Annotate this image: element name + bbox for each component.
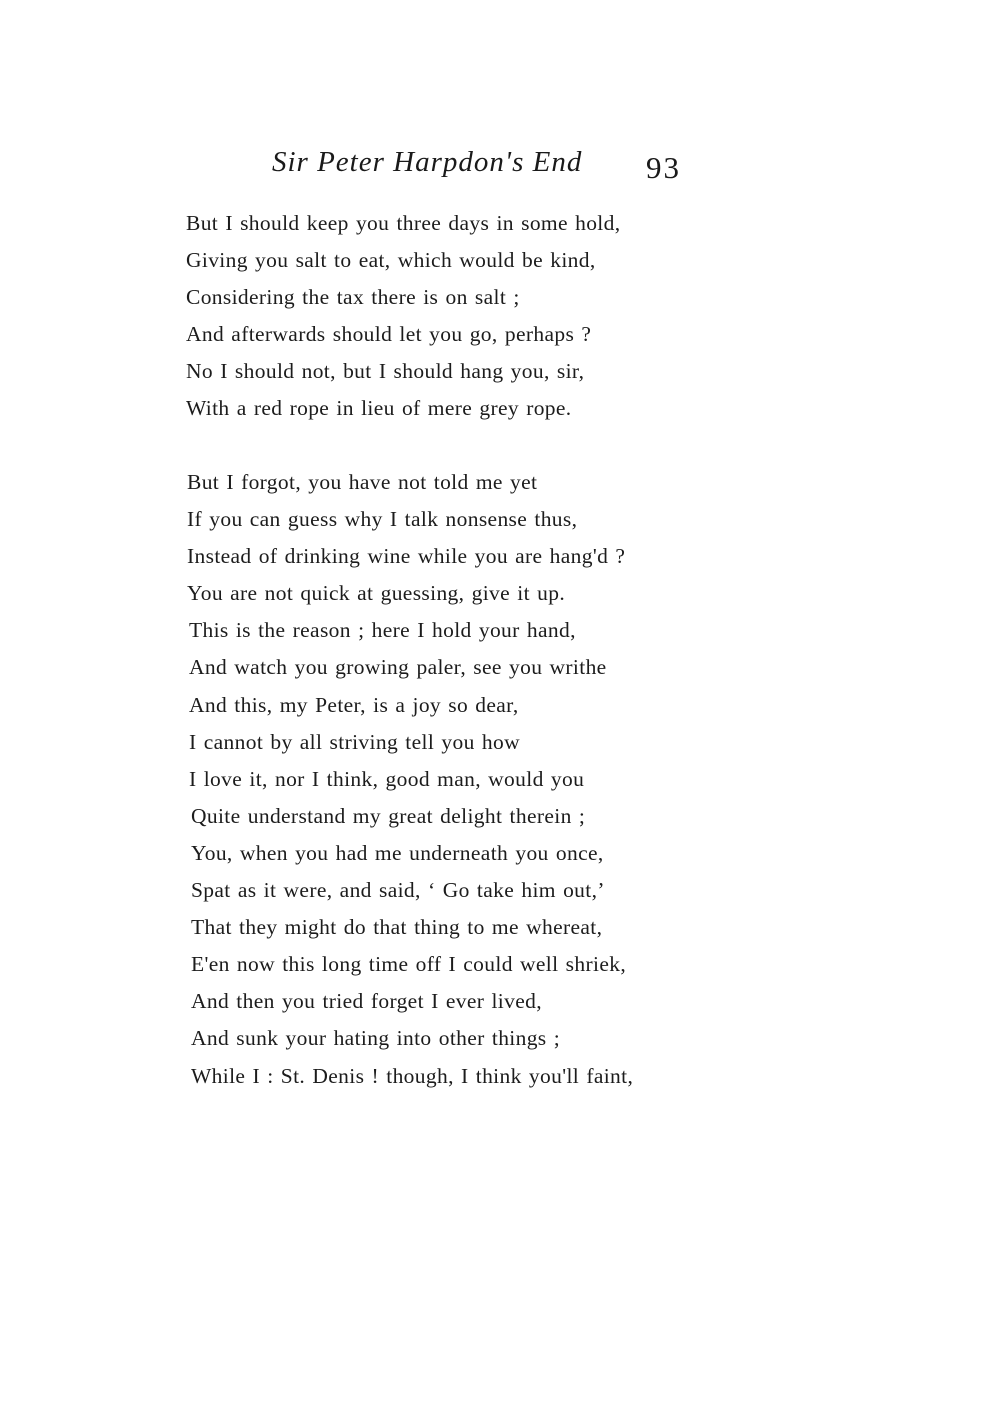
verse-line: You, when you had me underneath you once, — [191, 840, 604, 865]
verse-line: Instead of drinking wine while you are hang'd ? — [187, 544, 626, 569]
verse-line: No I should not, but I should hang you, sir, — [186, 359, 585, 384]
running-title: Sir Peter Harpdon's End — [272, 146, 583, 178]
verse-line: This is the reason ; here I hold your hand, — [189, 618, 576, 643]
verse-line: You are not quick at guessing, give it up. — [187, 581, 566, 606]
verse-line: I cannot by all striving tell you how — [189, 729, 520, 754]
verse-line: That they might do that thing to me whereat, — [191, 915, 603, 940]
verse-line: While I : St. Denis ! though, I think you'll faint, — [191, 1063, 634, 1088]
verse-line: E'en now this long time off I could well shriek, — [191, 952, 627, 977]
verse-line: Considering the tax there is on salt ; — [186, 285, 520, 310]
verse-line: If you can guess why I talk nonsense thus, — [187, 507, 578, 532]
verse-line: And watch you growing paler, see you writhe — [189, 655, 607, 680]
verse-line: And this, my Peter, is a joy so dear, — [189, 692, 519, 717]
verse-line: But I forgot, you have not told me yet — [187, 470, 538, 494]
verse-line: And sunk your hating into other things ; — [191, 1026, 561, 1051]
verse-line: I love it, nor I think, good man, would you — [189, 766, 585, 791]
verse-line: Giving you salt to eat, which would be kind, — [186, 248, 596, 273]
stanza-1 — [186, 205, 620, 428]
stanza-2 — [186, 464, 633, 1095]
verse-line: Quite understand my great delight therein ; — [191, 803, 586, 828]
verse-line: With a red rope in lieu of mere grey rope. — [186, 396, 572, 421]
verse-line: Spat as it were, and said, ‘ Go take him out,’ — [191, 878, 605, 903]
page-number: 93 — [646, 150, 681, 185]
verse-line: And then you tried forget I ever lived, — [191, 989, 542, 1014]
verse-line: But I should keep you three days in some hold, — [186, 211, 621, 235]
verse-line: And afterwards should let you go, perhaps ? — [186, 322, 592, 347]
